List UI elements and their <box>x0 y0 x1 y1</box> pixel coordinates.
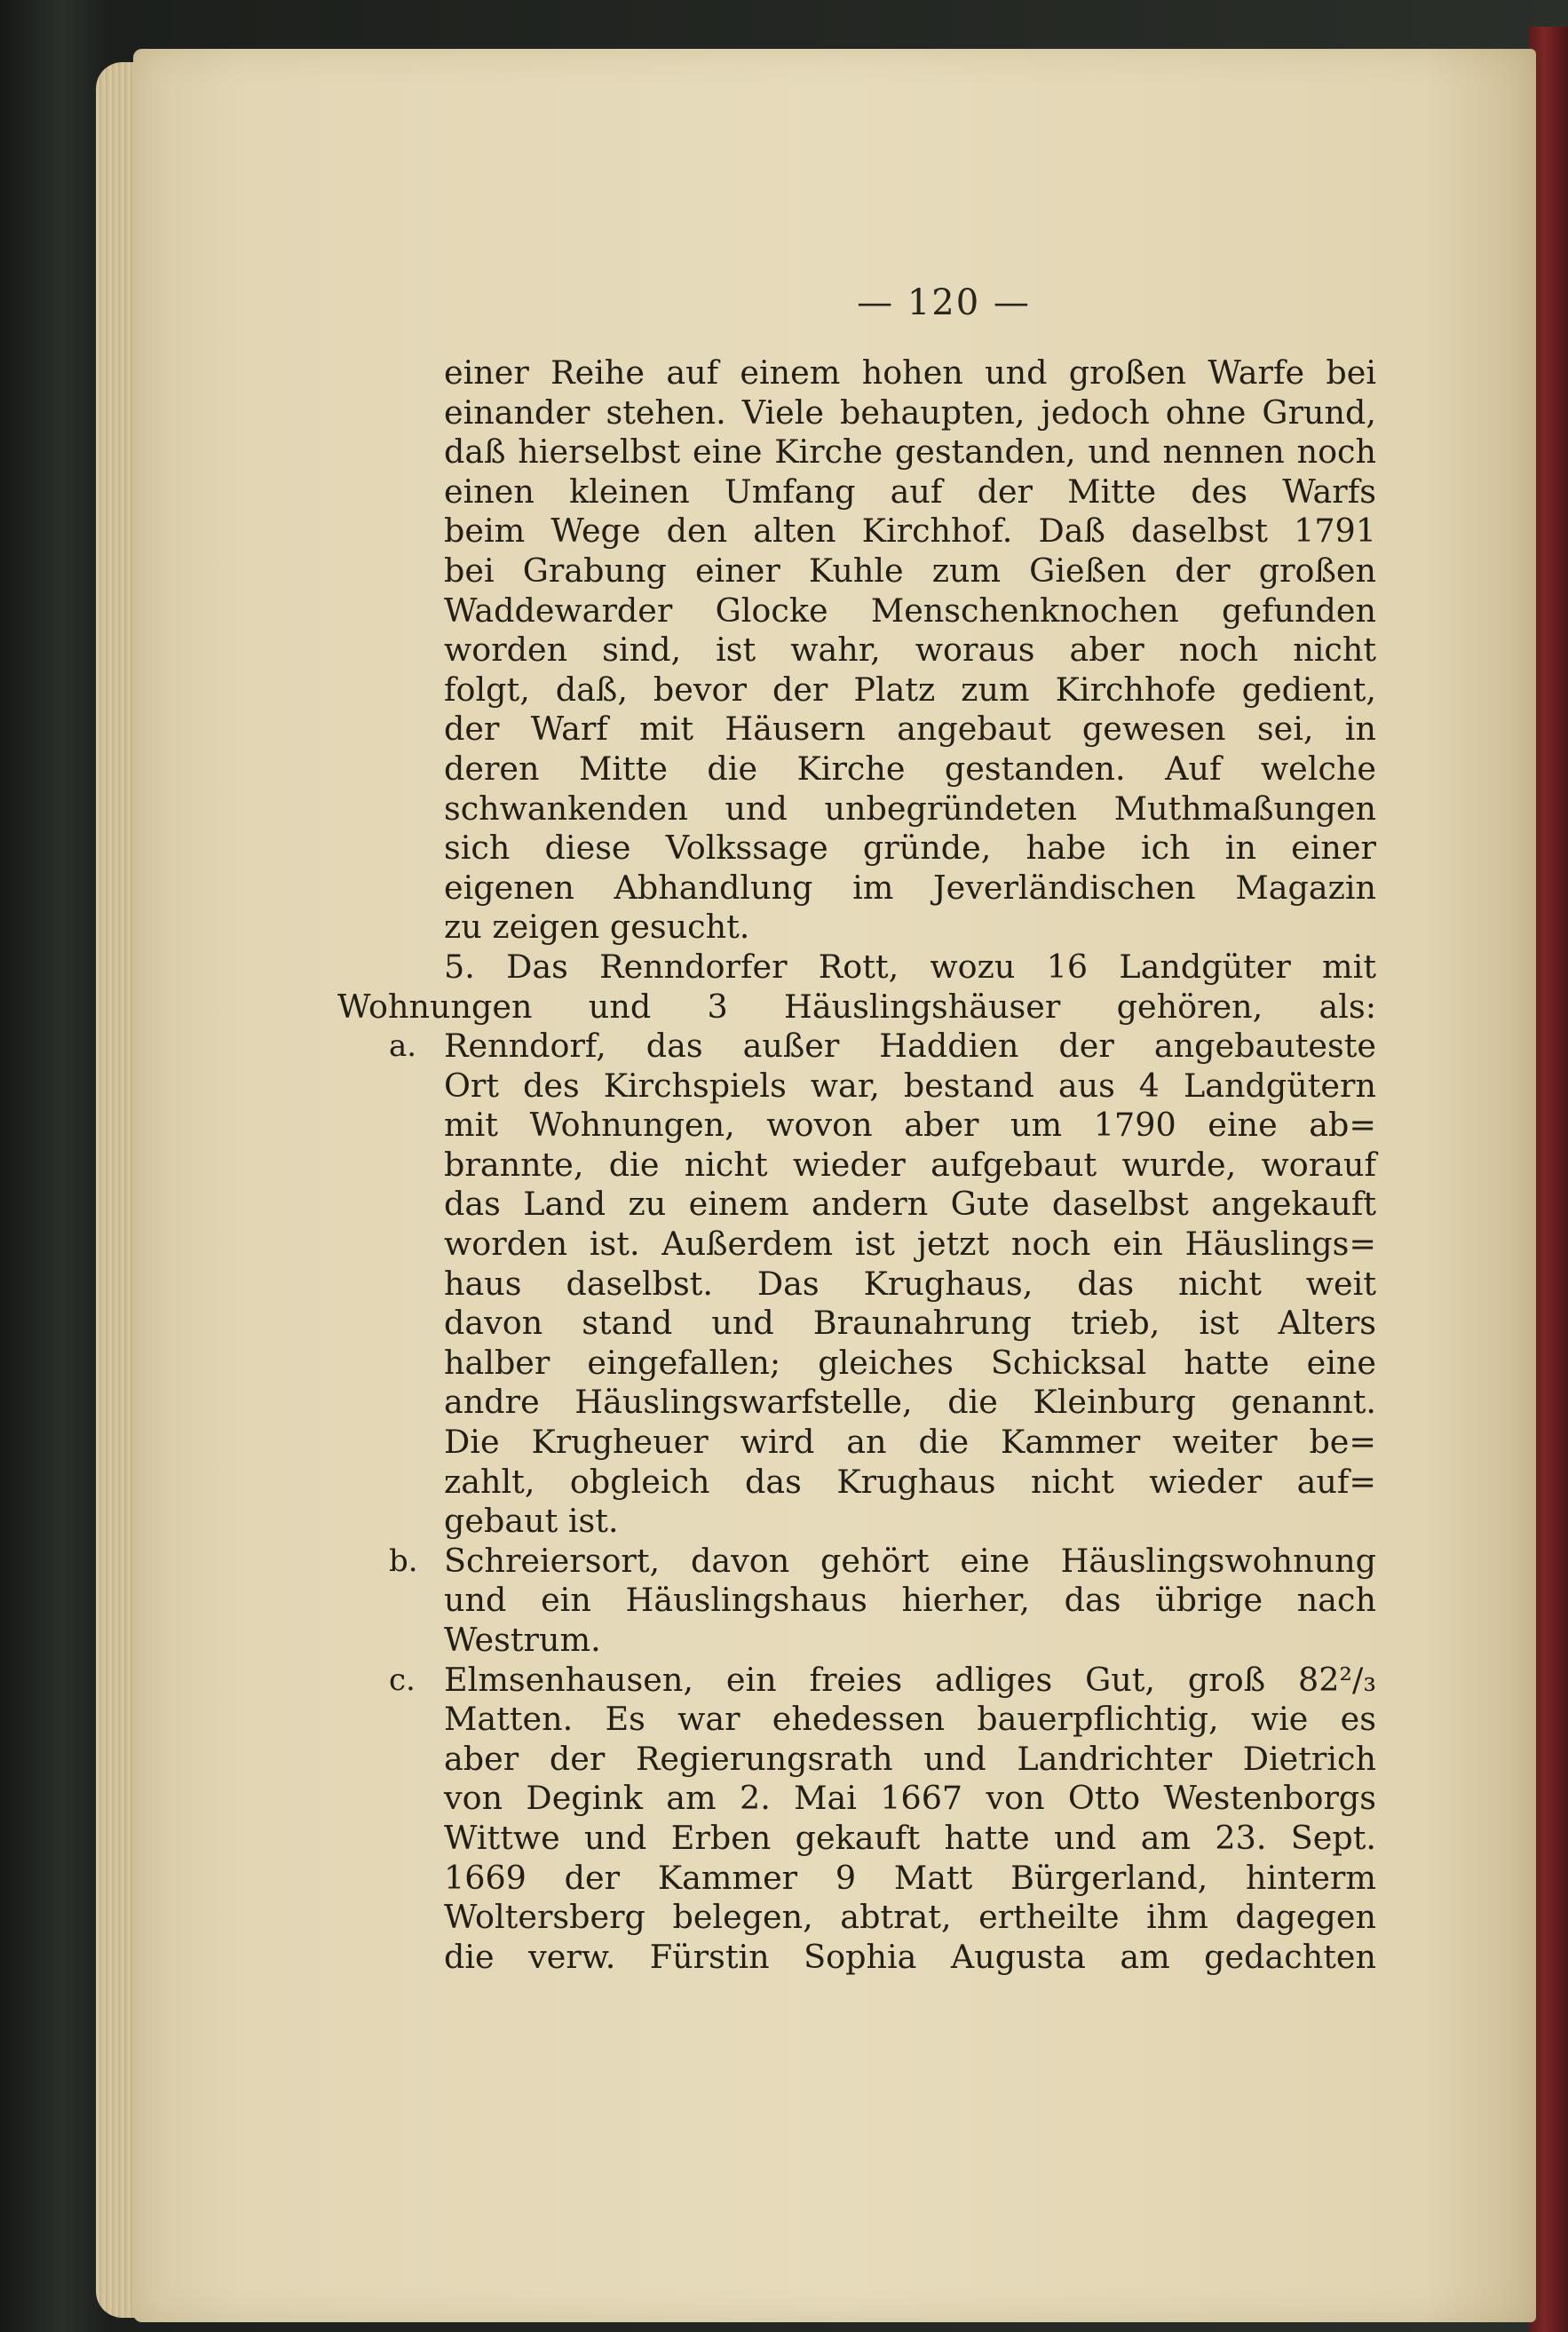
text-line: Woltersberg belegen, abtrat, ertheilte ihm dagegen <box>444 1898 1376 1937</box>
text-line: Die Krugheuer wird an die Kammer weiter be= <box>444 1423 1376 1462</box>
text-line: daß hierselbst eine Kirche gestanden, und nennen noch <box>444 432 1376 472</box>
text-line: Wittwe und Erben gekauft hatte und am 23. Sept. <box>444 1818 1376 1857</box>
text-line: deren Mitte die Kirche gestanden. Auf welche <box>444 749 1376 788</box>
text-line: sich diese Volkssage gründe, habe ich in einer <box>444 829 1376 868</box>
paragraph <box>444 353 1376 948</box>
text-line: Renndorf, das außer Haddien der angebauteste <box>444 1027 1376 1066</box>
list-marker: b. <box>389 1543 418 1579</box>
text-line: einer Reihe auf einem hohen und großen Warfe bei <box>444 353 1376 392</box>
text-line: brannte, die nicht wieder aufgebaut wurde, worauf <box>444 1145 1376 1184</box>
text-line: Matten. Es war ehedessen bauerpflichtig, wie es <box>444 1700 1376 1739</box>
text-line: mit Wohnungen, wovon aber um 1790 eine ab= <box>444 1106 1376 1145</box>
text-line: Westrum. <box>444 1621 601 1659</box>
text-line: gebaut ist. <box>444 1502 619 1541</box>
list-marker: c. <box>389 1662 416 1698</box>
text-line: das Land zu einem andern Gute daselbst angekauft <box>444 1185 1376 1224</box>
text-line: Waddewarder Glocke Menschenknochen gefunden <box>444 591 1376 630</box>
text-line: worden sind, ist wahr, woraus aber noch nicht <box>444 631 1376 670</box>
list-item <box>389 1541 1376 1661</box>
text-line: andre Häuslingswarfstelle, die Kleinburg genannt. <box>444 1383 1376 1422</box>
text-line: einen kleinen Umfang auf der Mitte des Warfs <box>444 472 1376 511</box>
text-line: 1669 der Kammer 9 Matt Bürgerland, hinterm <box>444 1858 1376 1897</box>
text-line: haus daselbst. Das Krughaus, das nicht weit <box>444 1264 1376 1303</box>
text-line: Elmsenhausen, ein freies adliges Gut, groß 82²/₃ <box>444 1660 1376 1699</box>
text-line: bei Grabung einer Kuhle zum Gießen der großen <box>444 551 1376 590</box>
text-line: von Degink am 2. Mai 1667 von Otto Westenborgs <box>444 1779 1376 1818</box>
text-line: zahlt, obgleich das Krughaus nicht wieder auf= <box>444 1462 1376 1501</box>
text-line: zu zeigen gesucht. <box>444 908 750 947</box>
text-line: aber der Regierungsrath und Landrichter Dietrich <box>444 1739 1376 1778</box>
list-marker: a. <box>389 1028 417 1065</box>
text-line: halber eingefallen; gleiches Schicksal hatte eine <box>444 1343 1376 1382</box>
text-block <box>337 353 1376 1977</box>
text-line: folgt, daß, bevor der Platz zum Kirchhofe gedient, <box>444 670 1376 709</box>
text-line: und ein Häuslingshaus hierher, das übrige nach <box>444 1581 1376 1620</box>
text-line: die verw. Fürstin Sophia Augusta am gedachten <box>444 1937 1376 1976</box>
text-line: eigenen Abhandlung im Jeverländischen Magazin <box>444 868 1376 907</box>
text-line: schwankenden und unbegründeten Muthmaßungen <box>444 789 1376 828</box>
text-line: einander stehen. Viele behaupten, jedoch ohne Grund, <box>444 393 1376 432</box>
text-line: der Warf mit Häusern angebaut gewesen sei, in <box>444 710 1376 749</box>
text-line: Schreiersort, davon gehört eine Häuslingswohnung <box>444 1541 1376 1580</box>
text-line: worden ist. Außerdem ist jetzt noch ein Häuslings= <box>444 1225 1376 1264</box>
text-line: davon stand und Braunahrung trieb, ist Alters <box>444 1304 1376 1343</box>
list-item <box>389 1660 1376 1978</box>
text-line: 5. Das Renndorfer Rott, wozu 16 Landgüter mit <box>444 947 1376 986</box>
page-number: — 120 — <box>857 282 1031 323</box>
list-item <box>389 1027 1376 1542</box>
text-line: beim Wege den alten Kirchhof. Daß daselbst 1791 <box>444 512 1376 551</box>
paragraph <box>337 947 1376 1027</box>
text-line: Wohnungen und 3 Häuslingshäuser gehören, als: <box>337 987 1376 1026</box>
text-line: Ort des Kirchspiels war, bestand aus 4 Landgütern <box>444 1066 1376 1105</box>
